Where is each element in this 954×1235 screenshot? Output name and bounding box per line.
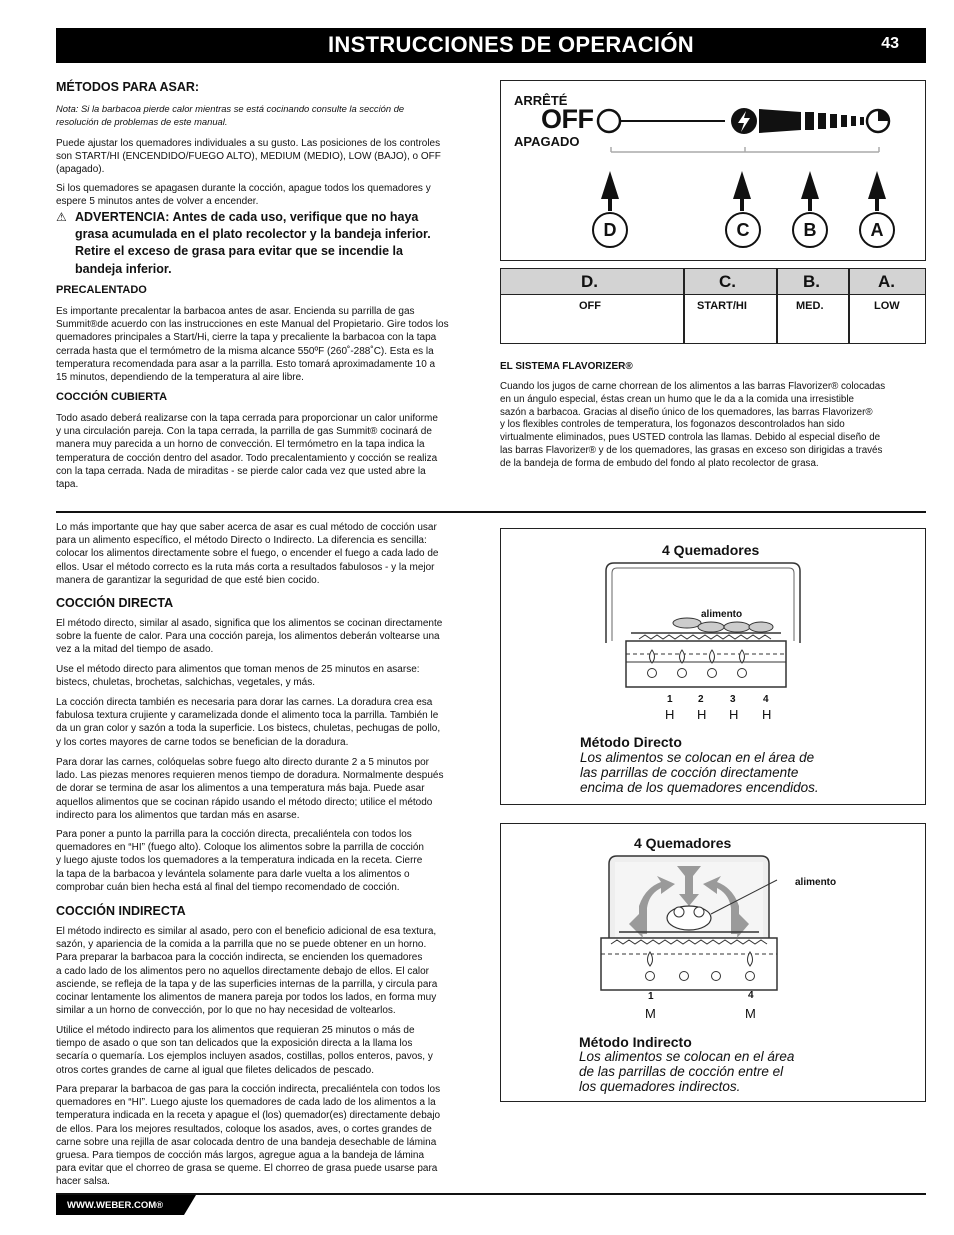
control-knob-diagram <box>500 80 926 261</box>
text-line: colocar los alimentos directamente sobre el fuego, o encender el fuego a cada lado de <box>56 548 439 560</box>
table-header-a: A. <box>878 272 895 291</box>
text-line: y luego ajuste todos los quemadores a la temperatura indicada en la receta. Cierre <box>56 855 423 867</box>
direct-method-description <box>580 750 819 795</box>
heading-coccion-cubierta: COCCIÓN CUBIERTA <box>56 391 168 403</box>
text-line: El método indirecto es similar al asado, pero con el beneficio adicional de esa textura, <box>56 926 437 937</box>
text-line: quemadores principales a Start/Hi, cierre la tapa y precaliente la barbacoa con la tapa <box>56 332 437 344</box>
text-line: los quemadores indirectos. <box>579 1079 741 1094</box>
position-letter-a: A <box>859 212 895 248</box>
warning-text <box>75 209 431 278</box>
text-line: Lo más importante que hay que saber acerca de asar es cual método de cocción usar <box>56 522 437 533</box>
position-table <box>500 268 926 344</box>
text-line: gruesa. Para tiempos de cocción más largos, agregue agua a la bandeja de lámina <box>56 1150 425 1162</box>
table-header-b: B. <box>803 272 820 291</box>
text-line: vez a la mitad del tiempo de asado. <box>56 644 214 656</box>
label-arrete: ARRÊTÉ <box>514 93 568 108</box>
paragraph-cubierta <box>56 412 438 491</box>
table-value-b: MED. <box>796 300 824 312</box>
text-line: espere 5 minutos antes de volver a encender. <box>56 196 259 208</box>
paragraph-indirecta-2 <box>56 1024 433 1077</box>
text-line: Puede ajustar los quemadores individuales a su gusto. Las posiciones de los controles <box>56 138 441 149</box>
paragraph-intro <box>56 521 438 587</box>
text-line: (apagado). <box>56 164 105 176</box>
burner-number-1: 1 <box>667 694 673 705</box>
burner-setting-4: M <box>745 1006 756 1021</box>
text-line: encima de los quemadores encendidos. <box>580 780 819 795</box>
paragraph-directa-4 <box>56 756 443 822</box>
text-line: en un ángulo especial, éstas crean un humo que le da a la comida una irresistible <box>500 393 854 405</box>
text-line: bistecs, chuletas, brochetas, salchichas, vegetales, y más. <box>56 677 316 689</box>
indirect-method-label: Método Indirecto <box>579 1034 692 1050</box>
text-line: de ellos. Para los mejores resultados, coloque los asados, aves, o cortes grandes de <box>56 1123 432 1135</box>
paragraph-controls <box>56 137 441 177</box>
note-paragraph <box>56 102 404 128</box>
text-line: bandeja inferior. <box>75 261 172 276</box>
text-line: Use el método directo para alimentos que toman menos de 25 minutos en asarse: <box>56 664 420 675</box>
table-header-row <box>501 269 925 295</box>
text-line: con la tapa cerrada. Nada de miraditas - se pierde calor cada vez que usted abre la <box>56 465 426 477</box>
table-value-a: LOW <box>874 300 900 312</box>
text-line: otros cortes grandes de carne al igual que filetes delicados de pescado. <box>56 1064 374 1076</box>
text-line: lado. Las piezas menores requieren menos tiempo de doradura. Normalmente después <box>56 770 444 782</box>
text-line: asciende, se refleja de la tapa y de las superficies internas de la parrilla, y circula para <box>56 978 438 990</box>
page-header <box>56 28 926 63</box>
text-line: temperatura recomendada para asar a la parrilla. Esto tomará aproximadamente 10 a <box>56 358 436 370</box>
direct-burners-title: 4 Quemadores <box>662 542 760 558</box>
text-line: cocinar lentamente los alimentos de manera pareja por todos los lados, en forma muy <box>56 992 437 1004</box>
text-line: temperatura de cocción dentro del asador. Todo precalentamiento y cocción se realiza <box>56 452 438 464</box>
text-line: virtualmente eliminados, pues USTED controla las llamas. Debido al especial diseño de <box>500 432 881 444</box>
text-line: fabulosa textura crujiente y caramelizada donde el alimento toca la parrilla. También le <box>56 710 439 722</box>
label-off: OFF <box>541 104 594 134</box>
heading-flavorizer: EL SISTEMA FLAVORIZER® <box>500 361 633 372</box>
burner-number-2: 2 <box>698 694 704 705</box>
text-line: Utilice el método indirecto para los alimentos que requieran 25 minutos o más de <box>56 1025 415 1036</box>
text-line: ellos. Usar el método correcto es la ruta más corta a resultados fabulosos - y la mejor <box>56 561 435 573</box>
indirect-method-description <box>579 1049 794 1094</box>
text-line: cerrada hasta que el termómetro de la misma alcance 550ºF (260˚-288˚C). Esta es la <box>56 345 434 357</box>
position-letter-d: D <box>592 212 628 248</box>
indirect-grill-illustration <box>599 854 879 994</box>
direct-grill-illustration <box>599 561 809 697</box>
text-line: grasa acumulada en el plato recolector y la bandeja inferior. <box>75 227 431 242</box>
direct-method-box <box>500 528 926 805</box>
position-letter-b: B <box>792 212 828 248</box>
off-position-circle <box>598 110 620 132</box>
footer-url-tag[interactable] <box>56 1195 196 1215</box>
direct-method-label: Método Directo <box>580 734 682 750</box>
text-line: quemadores en “HI”. Luego ajuste los quemadores de cada lado de los alimentos a la <box>56 1097 436 1109</box>
text-line: La cocción directa también es necesaria para dorar las carnes. La doradura crea esa <box>56 697 433 708</box>
burner-setting-4: H <box>762 707 772 722</box>
text-line: comprobar cuán bien hecha está al final del tiempo recomendado de cocción. <box>56 881 400 893</box>
table-value-c: START/HI <box>697 300 747 312</box>
paragraph-directa-3 <box>56 696 440 749</box>
burner-number-4: 4 <box>748 990 754 1001</box>
paragraph-precalentado <box>56 305 449 384</box>
paragraph-indirecta-1 <box>56 925 437 1017</box>
burner-number-3: 3 <box>730 694 736 705</box>
paragraph-indirecta-3 <box>56 1083 440 1189</box>
text-line: Es importante precalentar la barbacoa antes de asar. Encienda su parrilla de gas <box>56 306 415 317</box>
paragraph-flavorizer <box>500 381 885 471</box>
indirect-method-box <box>500 823 926 1102</box>
table-value-d: OFF <box>579 300 601 312</box>
page-number: 43 <box>881 35 899 52</box>
position-letter-c: C <box>725 212 761 248</box>
text-line: carne sobre una rejilla de asar colocada dentro de una bandeja desechable de lámina <box>56 1136 437 1148</box>
text-line: Para preparar la barbacoa para la cocción indirecta, se encienden los quemadores <box>56 952 423 964</box>
text-line: tiempo de asado o que son tan delicados que la exposición directa a la llama los <box>56 1038 413 1050</box>
burner-number-4: 4 <box>763 694 769 705</box>
text-line: indirecto para los alimentos que tardan más en asarse. <box>56 809 300 821</box>
text-line: Para dorar las carnes, colóquelas sobre fuego alto directo durante 2 a 5 minutos por <box>56 757 429 768</box>
text-line: da un gran color y sazón a toda la superficie. Los bistecs, chuletas, pechugas de pollo, <box>56 723 441 735</box>
table-header-c: C. <box>719 272 736 291</box>
text-line: de dorar se termina de asar los alimentos a una temperatura más baja. Puede asar <box>56 783 425 795</box>
burner-setting-1: M <box>645 1006 656 1021</box>
text-line: Los alimentos se colocan en el área de <box>580 750 815 765</box>
note-line: resolución de problemas de este manual. <box>56 116 228 127</box>
text-line: y los flexibles controles de temperatura, los fogonazos descontrolados han sido <box>500 419 845 431</box>
text-line: de la bandeja de forma de embudo del fondo al plato recolector de grasa. <box>500 457 819 469</box>
note-line: Nota: Si la barbacoa pierde calor mientras se está cocinando consulte la sección de <box>56 103 405 114</box>
text-line: temperatura indicada en la receta y apague el (los) quemador(es) directamente debajo <box>56 1110 441 1122</box>
text-line: aquellos alimentos que se cocinan rápido usando el método directo; utilice el método <box>56 796 433 808</box>
text-line: ADVERTENCIA: Antes de cada uso, verifique que no haya <box>75 210 419 224</box>
text-line: Todo asado deberá realizarse con la tapa cerrada para proporcionar un calor uniforme <box>56 413 438 424</box>
text-line: hacer salsa. <box>56 1176 110 1188</box>
text-line: Summit®de acuerdo con las instrucciones en este Manual del Propietario. Gire todos los <box>56 319 449 331</box>
text-line: quemadores en “HI” (fuego alto). Coloque los alimentos sobre la parrilla de cocción <box>56 842 424 854</box>
heading-precalentado: PRECALENTADO <box>56 284 147 296</box>
text-line: Los alimentos se colocan en el área <box>579 1049 795 1064</box>
text-line: las parrillas de cocción directamente <box>580 765 799 780</box>
position-arrows <box>601 171 886 211</box>
text-line: sazón a barbacoa. Gracias al diseño único de los quemadores, las barras Flavorizer® <box>500 406 873 418</box>
text-line: El método directo, similar al asado, significa que los alimentos se cocinan directamente <box>56 618 443 629</box>
burner-setting-3: H <box>729 707 739 722</box>
flame-range-bar <box>759 109 801 133</box>
page-title: INSTRUCCIONES DE OPERACIÓN <box>328 32 694 57</box>
indirect-food-label: alimento <box>795 877 837 888</box>
text-line: Si los quemadores se apagasen durante la cocción, apague todos los quemadores y <box>56 183 431 194</box>
burner-number-1: 1 <box>648 991 654 1002</box>
heading-coccion-indirecta: COCCIÓN INDIRECTA <box>56 904 186 918</box>
paragraph-directa-5 <box>56 828 424 894</box>
paragraph-burners-off <box>56 182 431 208</box>
text-line: para un alimento específico, el método Directo o Indirecto. La diferencia es sencilla: <box>56 535 427 547</box>
paragraph-directa-2 <box>56 663 420 689</box>
text-line: secaría o quemaría. Los ejemplos incluyen asados, costillas, pollos enteros, pavos, y <box>56 1051 433 1063</box>
burner-setting-2: H <box>697 707 707 722</box>
text-line: de las parrillas de cocción entre el <box>579 1064 784 1079</box>
indirect-burners-title: 4 Quemadores <box>634 835 732 851</box>
text-line: similar a un horno de convección, por lo que no hay necesidad de voltearlos. <box>56 1005 396 1017</box>
text-line: tapa. <box>56 479 79 491</box>
footer-url[interactable]: WWW.WEBER.COM® <box>67 1200 164 1211</box>
table-header-d: D. <box>581 272 598 291</box>
text-line: Para preparar la barbacoa de gas para la cocción indirecta, precaliéntela con todos los <box>56 1084 441 1095</box>
heading-metodos: MÉTODOS PARA ASAR: <box>56 80 200 94</box>
text-line: 15 minutos, dependiendo de la temperatura al aire libre. <box>56 372 304 384</box>
text-line: manera de garantizar la seguridad de que esté bien cocido. <box>56 574 320 586</box>
text-line: las barras Flavorizer® y de los quemadores, las grasas en exceso son dirigidas a través <box>500 444 883 456</box>
text-line: y una circulación pareja. Con la tapa cerrada, la parrilla de gas Summit® cocinará de <box>56 426 432 438</box>
text-line: Retire el exceso de grasa para evitar que se incendie la <box>75 244 403 259</box>
text-line: a cado lado de los alimentos pero no aquellos directamente debajo de ellos. El calor <box>56 965 430 977</box>
text-line: la tapa de la barbacoa y levántela solamente para darle vuelta a los alimentos o <box>56 868 410 880</box>
paragraph-directa-1 <box>56 617 442 657</box>
burner-setting-1: H <box>665 707 675 722</box>
text-line: para evitar que el chorreo de grasa se queme. El chorreo de grasa puede usarse para <box>56 1163 438 1175</box>
text-line: sazón, y apariencia de la comida a la parrilla que no se puede obtener en un horno. <box>56 939 427 951</box>
text-line: sobre la fuente de calor. Para una cocción pareja, los alimentos deberán voltearse una <box>56 631 440 643</box>
label-apagado: APAGADO <box>514 134 580 149</box>
text-line: son START/HI (ENCENDIDO/FUEGO ALTO), MEDIUM (MEDIO), LOW (BAJO), o OFF <box>56 151 441 163</box>
section-divider <box>56 511 926 513</box>
warning-icon: ⚠ <box>56 210 67 224</box>
text-line: Cuando los jugos de carne chorrean de los alimentos a las barras Flavorizer® colocadas <box>500 381 886 392</box>
text-line: y los cortes mayores de carne todos se benefician de la doradura. <box>56 736 349 748</box>
text-line: Para poner a punto la parrilla para la cocción directa, precaliéntela con todos los <box>56 829 412 840</box>
heading-coccion-directa: COCCIÓN DIRECTA <box>56 596 174 610</box>
text-line: manera muy parecida a un horno de convección. El termómetro en la tapa indica la <box>56 439 425 451</box>
direct-food-label: alimento <box>701 609 743 620</box>
